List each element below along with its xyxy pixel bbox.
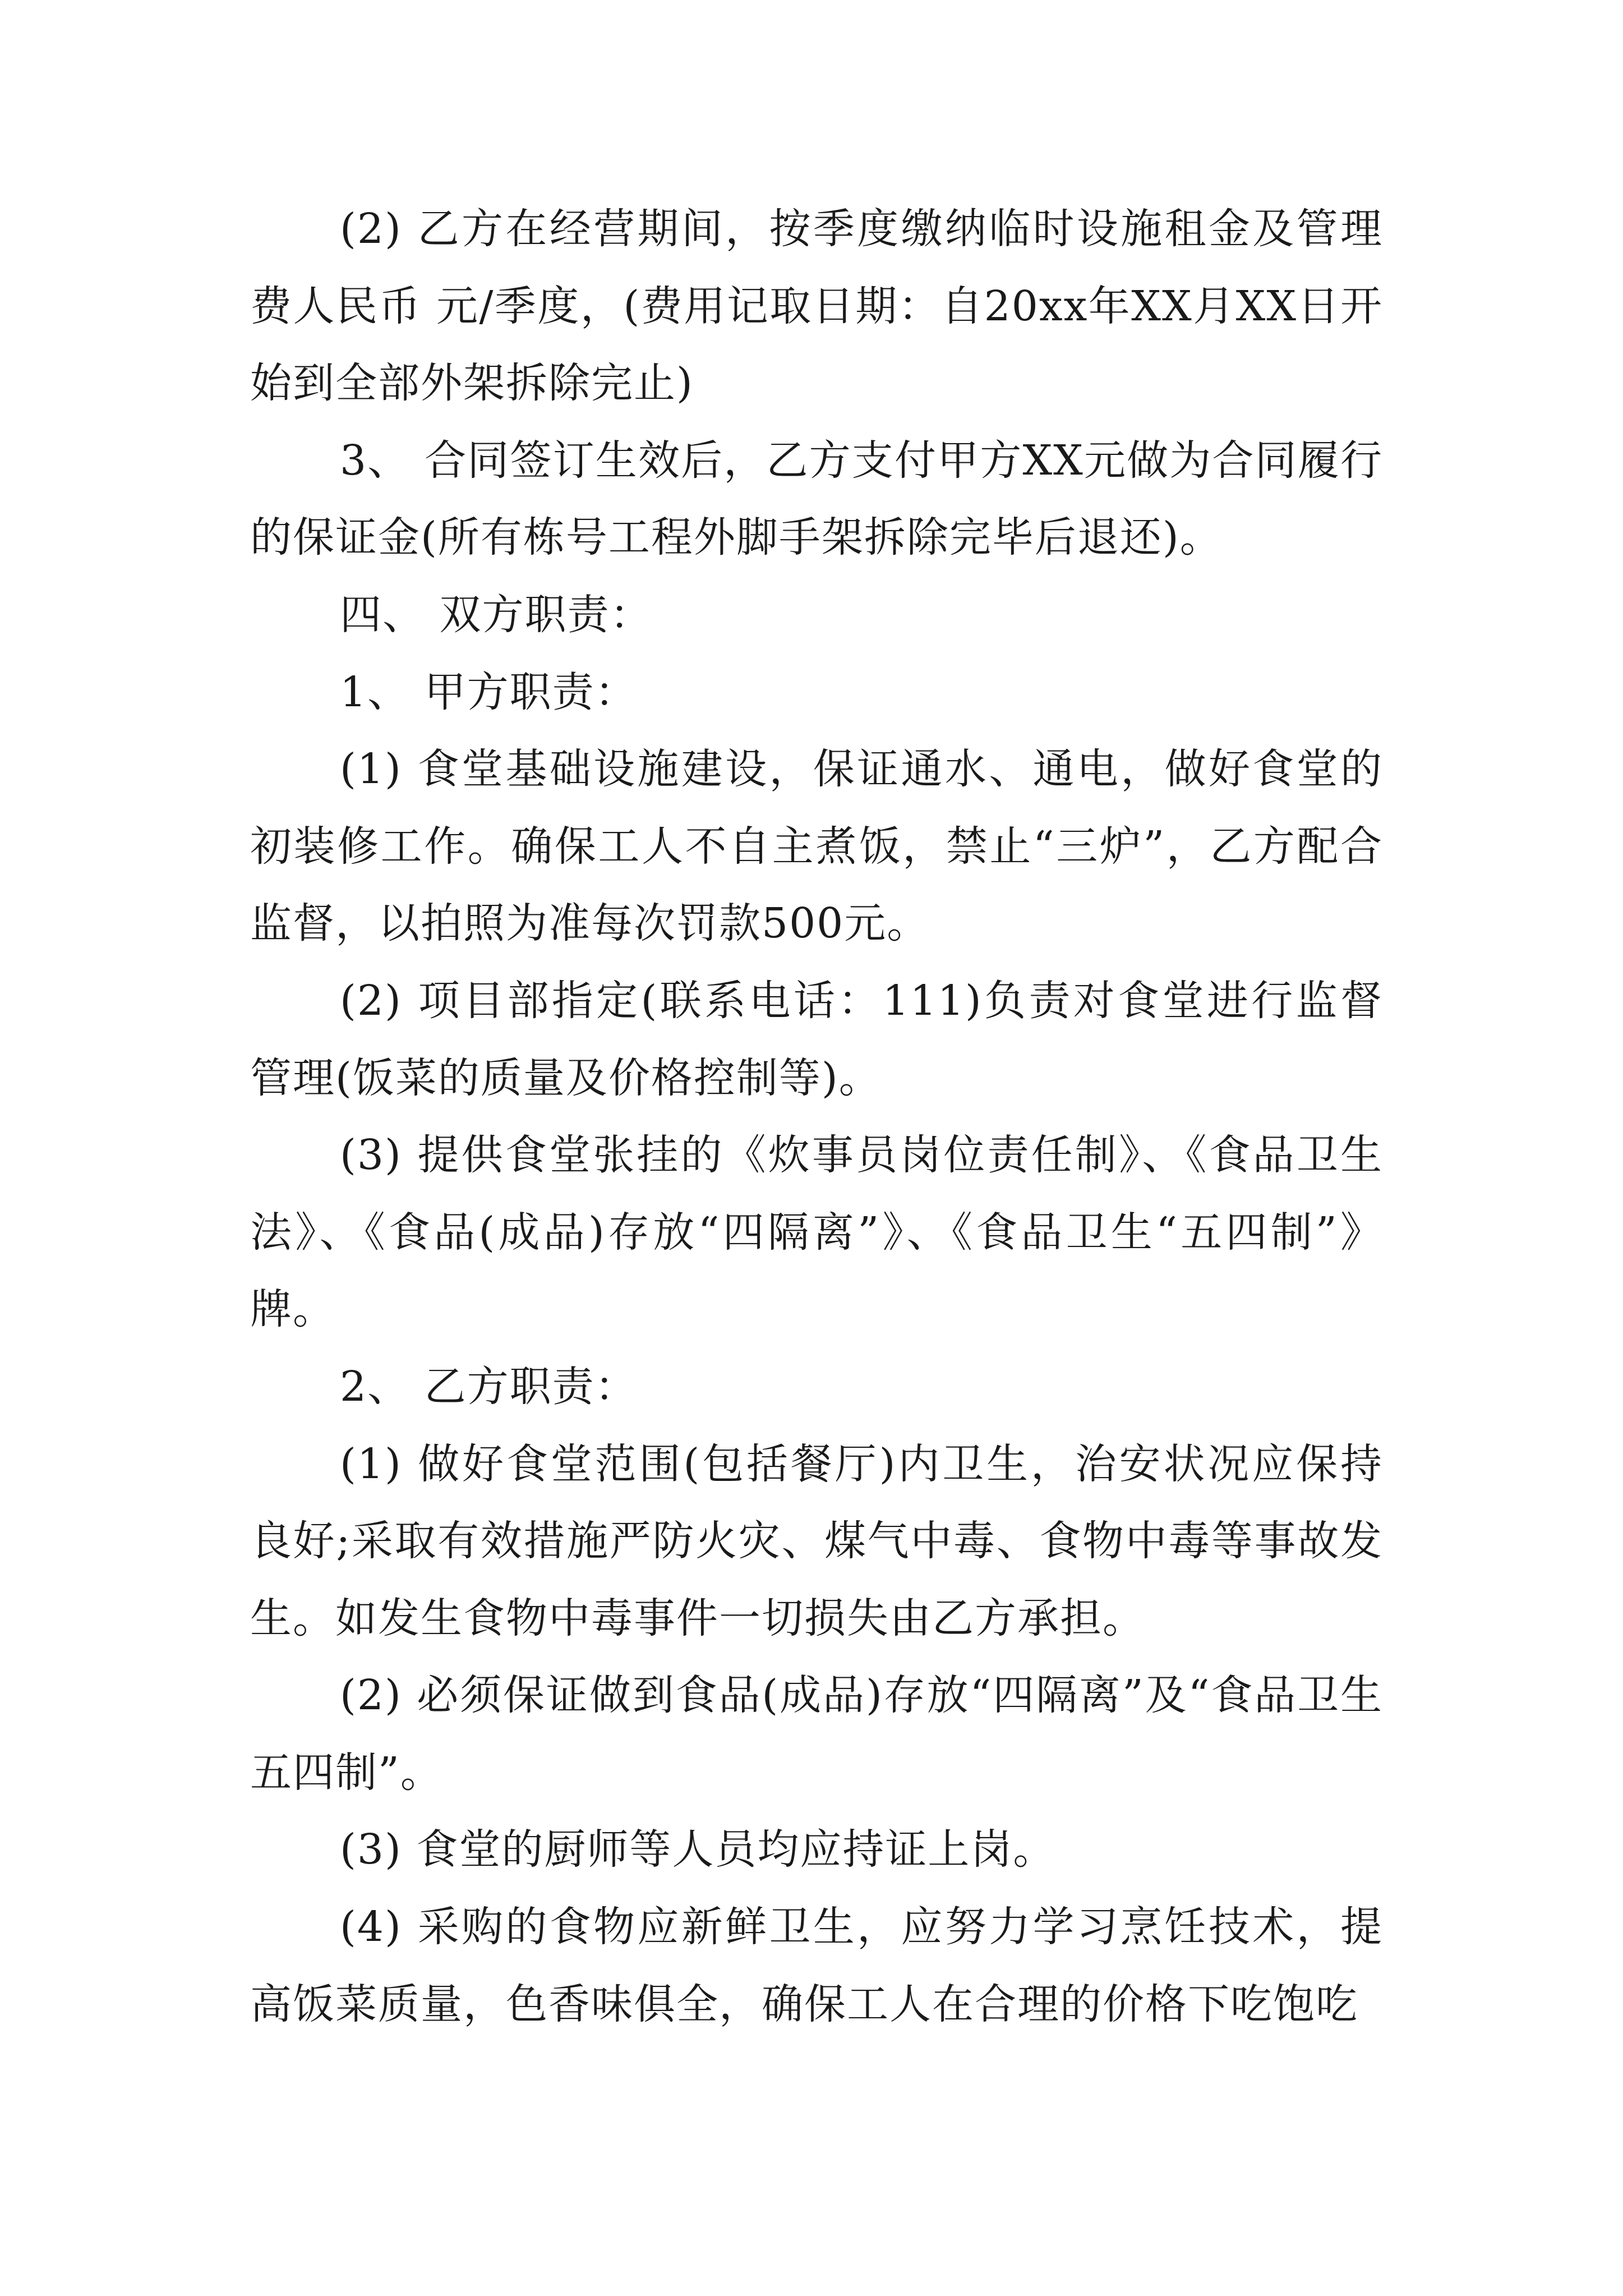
paragraph-b-storage: (2) 必须保证做到食品(成品)存放“四隔离”及“食品卫生五四制”。 [250,1671,1383,1797]
paragraph-b-food-quality: (4) 采购的食物应新鲜卫生，应努力学习烹饪技术，提高饭菜质量，色香味俱全，确保工人在合理的价格下吃饱吃 [250,1903,1383,2028]
document-body [250,191,1383,2043]
paragraph-b-certification: (3) 食堂的厨师等人员均应持证上岗。 [340,1825,1056,1874]
heading-party-b-duties: 2、 乙方职责： [340,1362,638,1411]
paragraph-rent-fee: (2) 乙方在经营期间，按季度缴纳临时设施租金及管理费人民币 元/季度，(费用记取日期：自20xx年XX月XX日开始到全部外架拆除完止) [250,205,1383,408]
paragraph-a-supervision: (2) 项目部指定(联系电话：111)负责对食堂进行监督管理(饭菜的质量及价格控制等)。 [250,976,1383,1102]
paragraph-a-infrastructure: (1) 食堂基础设施建设，保证通水、通电，做好食堂的初装修工作。确保工人不自主煮饭，禁止“三炉”，乙方配合监督，以拍照为准每次罚款500元。 [250,745,1383,948]
paragraph-a-signage: (3) 提供食堂张挂的《炊事员岗位责任制》、《食品卫生法》、《食品(成品)存放“四隔离”》、《食品卫生“五四制”》牌。 [250,1131,1383,1334]
paragraph-b-hygiene: (1) 做好食堂范围(包括餐厅)内卫生，治安状况应保持良好;采取有效措施严防火灾、煤气中毒、食物中毒等事故发生。如发生食物中毒事件一切损失由乙方承担。 [250,1439,1383,1642]
paragraph-deposit: 3、 合同签订生效后，乙方支付甲方XX元做为合同履行的保证金(所有栋号工程外脚手架拆除完毕后退还)。 [250,436,1383,562]
heading-party-a-duties: 1、 甲方职责： [340,668,638,716]
heading-duties: 四、 双方职责： [340,590,653,639]
